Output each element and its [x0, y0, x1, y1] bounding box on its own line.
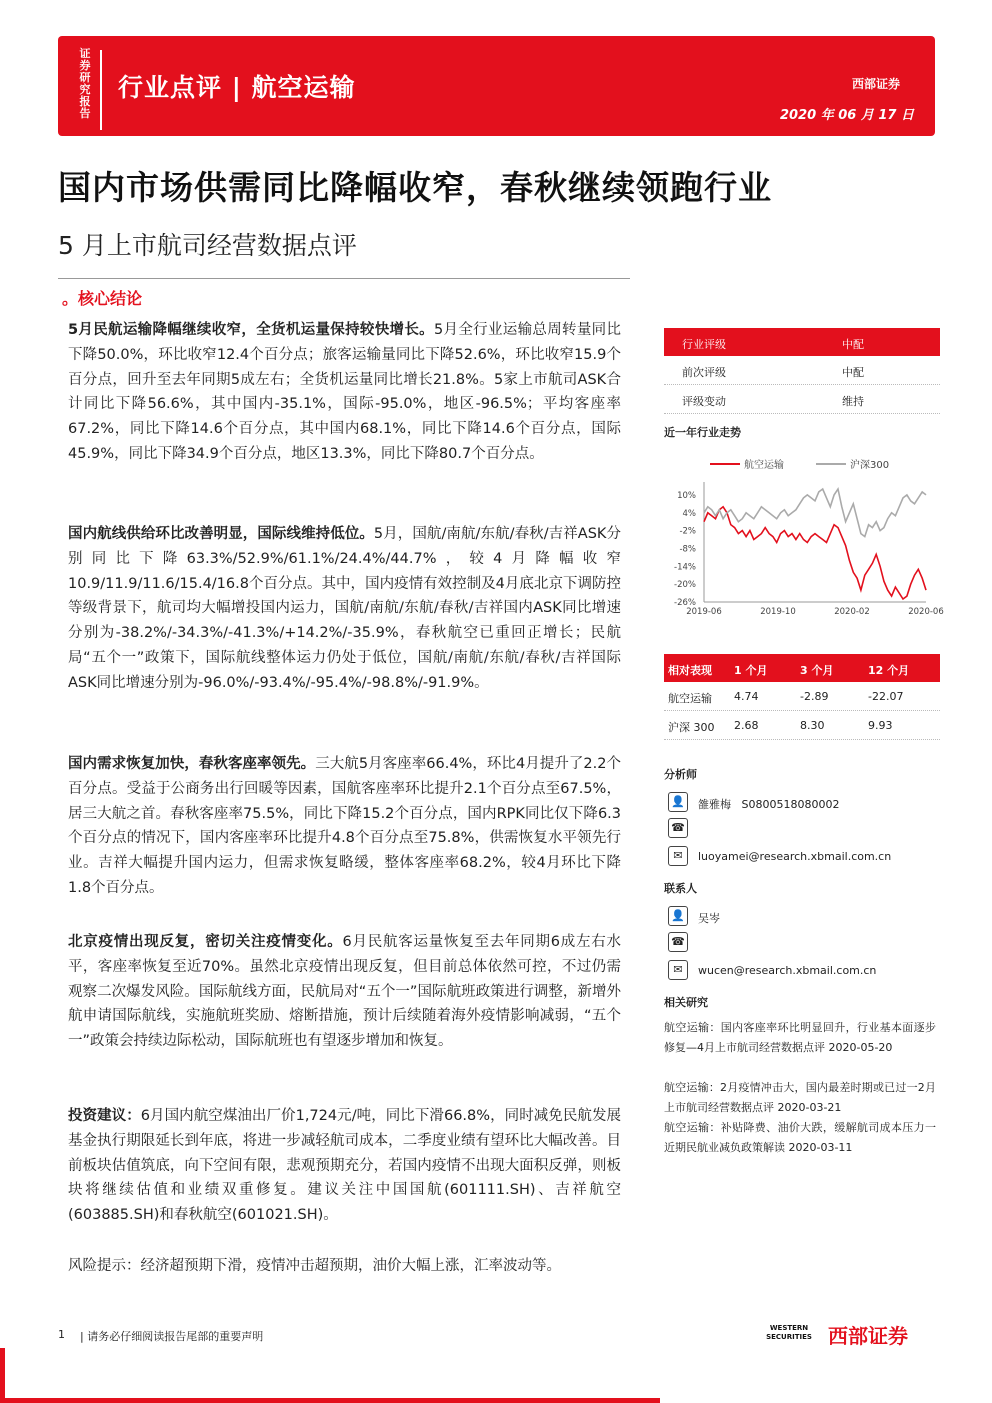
analyst-name-row — [668, 792, 938, 818]
industry-trend-chart — [664, 446, 944, 617]
related-item[interactable]: 航空运输：补贴降费、油价大跌，缓解航司成本压力一近期民航业减负政策解读 2020-03-11 — [664, 1121, 936, 1154]
related-item[interactable]: 航空运输：国内客座率环比明显回升，行业基本面逐步修复—4月上市航司经营数据点评 2020-05-20 — [664, 1021, 936, 1054]
related-label: 相关研究 — [664, 996, 708, 1009]
legend-label: 沪深300 — [850, 460, 890, 471]
paragraph-1: 5月民航运输降幅继续收窄，全货机运量保持较快增长。5月全行业运输总周转量同比下降50.0%，环比收窄12.4个百分点；旅客运输量同比下降52.6%，环比收窄15.9个百分点，回升至去年同期5成左右；全货机运量同比增长21.8%。5家上市航司ASK合计同比下降56.6%，其中国内-35.1%，国际-95.0%，地区-96.5%；平均客座率67.2%，同比下降14.6个百分点，其中国内68.1%，同比下降14.6个百分点，国际45.9%，同比下降34.9个百分点，地区13.3%，同比下降80.7个百分点。 — [68, 322, 621, 462]
footer-logo-mark: WESTERN SECURITIES — [766, 1324, 812, 1341]
y-tick-label: -2% — [679, 526, 696, 537]
contact-email[interactable]: wucen@research.xbmail.com.cn — [698, 964, 877, 977]
series-line — [704, 489, 926, 537]
paragraph-3: 国内需求恢复加快，春秋客座率领先。三大航5月客座率66.4%，环比4月提升了2.2个百分点。受益于公商务出行回暖等因素，国航客座率环比提升2.1个百分点至67.5%，居三大航之首。春秋客座率75.5%，同比下降15.2个百分点，国内RPK同比仅下降6.3个百分点的情况下，国内客座率环比提升4.8个百分点至75.8%，供需恢复水平领先行业。吉祥大幅提升国内运力，但需求恢复略缓，整体客座率68.2%，较4月环比下降1.8个百分点。 — [68, 756, 622, 896]
performance-table — [664, 654, 940, 740]
corner-accent — [0, 1348, 5, 1403]
footer-logo: 西部证券 — [828, 1324, 908, 1348]
y-tick-label: -20% — [674, 580, 696, 591]
analyst-email[interactable]: luoyamei@research.xbmail.com.cn — [698, 850, 892, 863]
mail-icon: ✉ — [668, 846, 688, 866]
contact-label: 联系人 — [664, 882, 697, 895]
analyst-label: 分析师 — [664, 768, 697, 781]
x-tick-label: 2020-02 — [834, 607, 870, 617]
report-type-label: 证券研究报告 — [79, 47, 91, 120]
corner-accent — [0, 1398, 660, 1403]
rating-row: 行业评级 中配 — [664, 328, 940, 356]
paragraph-4: 北京疫情出现反复，密切关注疫情变化。6月民航客运量恢复至去年同期6成左右水平，客座率恢复至近70%。虽然北京疫情出现反复，但目前总体依然可控，不过仍需观察二次爆发风险。国际航线方面，民航局对“五个一”国际航班政策进行调整，新增外航申请国际航线，实施航班奖励、熔断措施，预计后续随着海外疫情影响减弱，“五个一”政策会持续边际松动，国际航班也有望逐步增加和恢复。 — [68, 934, 622, 1050]
page-number: 1 — [58, 1328, 65, 1341]
paragraph-risk: 风险提示：经济超预期下滑，疫情冲击超预期，油价大幅上涨，汇率波动等。 — [68, 1258, 561, 1274]
performance-row: 沪深 300 2.68 8.30 9.93 — [664, 711, 940, 740]
contact-phone-row — [668, 932, 938, 958]
analyst-cert: S0800518080002 — [741, 798, 840, 811]
x-tick-label: 2020-06 — [908, 607, 944, 617]
phone-icon: ☎ — [668, 818, 688, 838]
y-tick-label: 4% — [682, 508, 696, 519]
report-date: 2020 年 06 月 17 日 — [780, 108, 914, 123]
contact-name-row — [668, 906, 938, 932]
x-tick-label: 2019-10 — [760, 607, 796, 617]
y-tick-label: -8% — [679, 544, 696, 555]
brand-name: 西部证券 — [852, 77, 901, 91]
bullet-icon: 。 — [62, 289, 79, 308]
legend-label: 航空运输 — [744, 460, 784, 471]
header-divider — [100, 50, 102, 130]
y-tick-label: 10% — [677, 490, 696, 501]
x-tick-label: 2019-06 — [686, 607, 722, 617]
performance-row: 航空运输 4.74 -2.89 -22.07 — [664, 682, 940, 711]
core-conclusion-label: 。核心结论 — [62, 289, 143, 308]
contact-name: 吴岑 — [698, 912, 720, 925]
title-rule — [58, 278, 630, 279]
rating-table — [664, 328, 940, 414]
phone-icon: ☎ — [668, 932, 688, 952]
rating-row: 评级变动 维持 — [664, 385, 940, 414]
report-subtitle: 5 月上市航司经营数据点评 — [58, 231, 357, 260]
trend-label: 近一年行业走势 — [664, 426, 741, 439]
mail-icon: ✉ — [668, 960, 688, 980]
person-icon: 👤 — [668, 792, 688, 812]
performance-header-row: 相对表现 1 个月 3 个月 12 个月 — [664, 654, 940, 682]
analyst-email-row — [668, 846, 938, 872]
analyst-phone-row — [668, 818, 938, 844]
industry-category: 行业点评 | 航空运输 — [118, 73, 356, 102]
analyst-name: 雒雅梅 — [698, 798, 731, 811]
report-title: 国内市场供需同比降幅收窄，春秋继续领跑行业 — [58, 168, 772, 207]
person-icon: 👤 — [668, 906, 688, 926]
rating-row: 前次评级 中配 — [664, 356, 940, 385]
related-item[interactable]: 航空运输：2月疫情冲击大，国内最差时期或已过一2月上市航司经营数据点评 2020-03-21 — [664, 1081, 936, 1114]
paragraph-investment: 投资建议：6月国内航空煤油出厂价1,724元/吨，同比下滑66.8%，同时减免民航发展基金执行期限延长到年底，将进一步减轻航司成本，二季度业绩有望环比大幅改善。目前板块估值筑底，向下空间有限，悲观预期充分，若国内疫情不出现大面积反弹，则板块将继续估值和业绩双重修复。建议关注中国国航(601111.SH)、吉祥航空(603885.SH)和春秋航空(601021.SH)。 — [68, 1108, 622, 1224]
y-tick-label: -26% — [674, 598, 696, 608]
paragraph-2: 国内航线供给环比改善明显，国际线维持低位。5月，国航/南航/东航/春秋/吉祥ASK分别同比下降63.3%/52.9%/61.1%/24.4%/44.7%，较4月降幅收窄10.9/11.9/11.6/15.4/16.8个百分点。其中，国内疫情有效控制及4月底北京下调防控等级背景下，航司均大幅增投国内运力，国航/南航/东航/春秋/吉祥国内ASK同比增速分别为-38.2%/-34.3%/-41.3%/+14.2%/-35.9%，春秋航空已重回正增长；民航局“五个一”政策下，国际航线整体运力仍处于低位，国航/南航/东航/春秋/吉祥国际ASK同比增速分别为-96.0%/-93.4%/-95.4%/-98.8%/-91.9%。 — [68, 526, 622, 691]
y-tick-label: -14% — [674, 562, 696, 573]
footer-notice: | 请务必仔细阅读报告尾部的重要声明 — [80, 1330, 264, 1343]
contact-email-row — [668, 960, 938, 986]
